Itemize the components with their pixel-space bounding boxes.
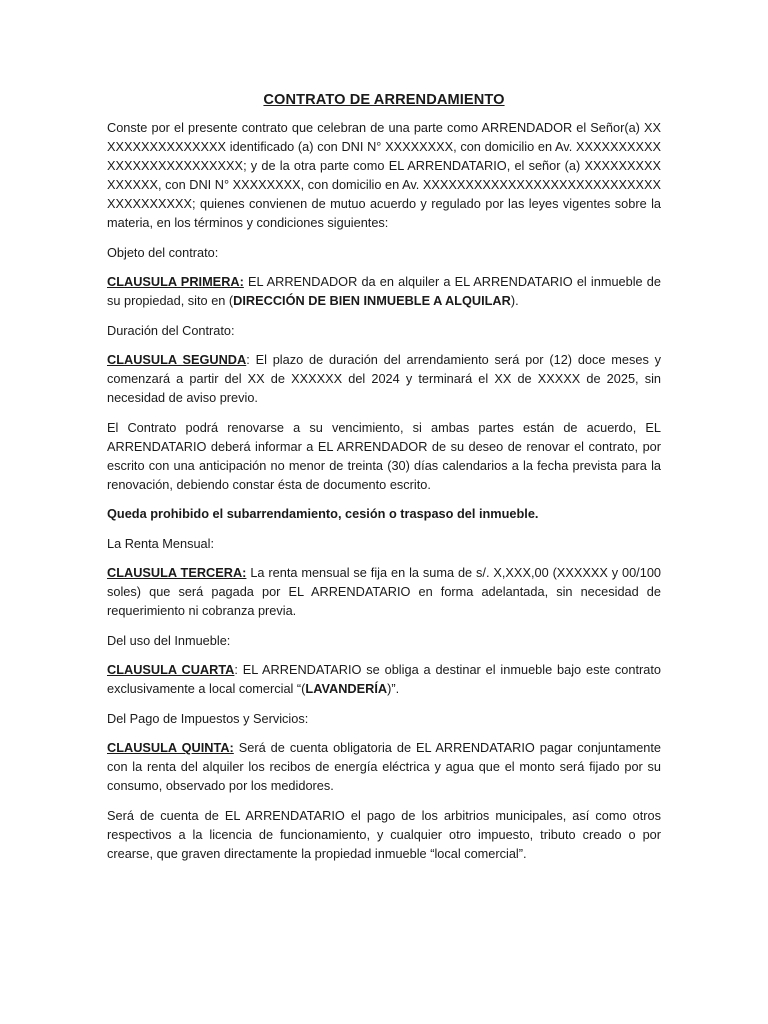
clause-primera-address: DIRECCIÓN DE BIEN INMUEBLE A ALQUILAR	[233, 293, 511, 308]
clause-cuarta-use: LAVANDERÍA	[305, 681, 388, 696]
renovacion-paragraph: El Contrato podrá renovarse a su vencimiento, si ambas partes están de acuerdo, EL ARRENDATARIO deberá informar a EL ARRENDADOR de su deseo de renovar el contrato, por escrito con una anticipación no menor de treinta (30) días calendarios a la fecha prevista para la renovación, debiendo constar ésta de documento escrito.	[107, 419, 661, 492]
clause-cuarta-text-b: )”.	[387, 681, 400, 696]
clause-primera	[107, 272, 661, 310]
clause-segunda	[107, 350, 661, 407]
clause-tercera-label: CLAUSULA TERCERA:	[107, 565, 247, 580]
clause-cuarta-label: CLAUSULA CUARTA	[107, 662, 235, 677]
heading-duracion: Duración del Contrato:	[107, 322, 235, 338]
clause-quinta-label: CLAUSULA QUINTA:	[107, 740, 234, 755]
heading-uso: Del uso del Inmueble:	[107, 632, 231, 648]
prohibido-text: Queda prohibido el subarrendamiento, cesión o traspaso del inmueble.	[107, 506, 539, 521]
heading-renta: La Renta Mensual:	[107, 535, 215, 551]
clause-primera-text-b: ).	[510, 293, 519, 308]
clause-primera-label: CLAUSULA PRIMERA:	[107, 274, 244, 289]
clause-segunda-colon: :	[246, 352, 250, 367]
clause-segunda-label: CLAUSULA SEGUNDA	[107, 352, 247, 367]
prohibido-paragraph	[107, 504, 661, 523]
clause-quinta	[107, 738, 661, 795]
clause-primera-text-a: EL ARRENDADOR da en alquiler a EL ARRENDATARIO el inmueble de su propiedad, sito en (	[107, 274, 661, 308]
heading-objeto: Objeto del contrato:	[107, 244, 219, 260]
clause-tercera-text: La renta mensual se fija en la suma de s/. X,XXX,00 (XXXXXX y 00/100 soles) que será pagada por EL ARRENDATARIO en forma adelantada, sin necesidad de requerimiento ni cobranza previa.	[107, 565, 661, 618]
clause-segunda-text: El plazo de duración del arrendamiento será por (12) doce meses y comenzará a partir del XX de XXXXXX del 2024 y terminará el XX de XXXXX de 2025, sin necesidad de aviso previo.	[107, 352, 662, 405]
arbitrios-paragraph: Será de cuenta de EL ARRENDATARIO el pago de los arbitrios municipales, así como otros respectivos a la licencia de funcionamiento, y cualquier otro impuesto, tributo creado o por crearse, que graven directamente la propiedad inmueble “local comercial”.	[107, 807, 661, 861]
clause-cuarta-text-a: : EL ARRENDATARIO se obliga a destinar el inmueble bajo este contrato exclusivamente a local comercial “(	[107, 662, 661, 696]
clause-quinta-text: Será de cuenta obligatoria de EL ARRENDATARIO pagar conjuntamente con la renta del alquiler los recibos de energía eléctrica y agua que el monto será fijado por su consumo, observado por los medidores.	[107, 740, 662, 793]
clause-cuarta	[107, 660, 661, 698]
heading-impuestos: Del Pago de Impuestos y Servicios:	[107, 710, 309, 726]
intro-paragraph: Conste por el presente contrato que celebran de una parte como ARRENDADOR el Señor(a) XXXXXXXXXXXXXXXX identificado (a) con DNI N° XXXXXXXX, con domicilio en Av. XXXXXXXXXXXXXXXXXXXXXXXXXX; y de la otra parte como EL ARRENDATARIO, el señor (a) XXXXXXXXXXXXXXX, con DNI N° XXXXXXXX, con domicilio en Av. XXXXXXXXXXXXXXXXXXXXXXXXXXXXXXXXXXXXXX; quienes convienen de mutuo acuerdo y regulado por las leyes vigentes sobre la materia, en los términos y condiciones siguientes:	[107, 120, 661, 230]
document-title: CONTRATO DE ARRENDAMIENTO	[263, 92, 505, 108]
clause-tercera	[107, 563, 661, 620]
